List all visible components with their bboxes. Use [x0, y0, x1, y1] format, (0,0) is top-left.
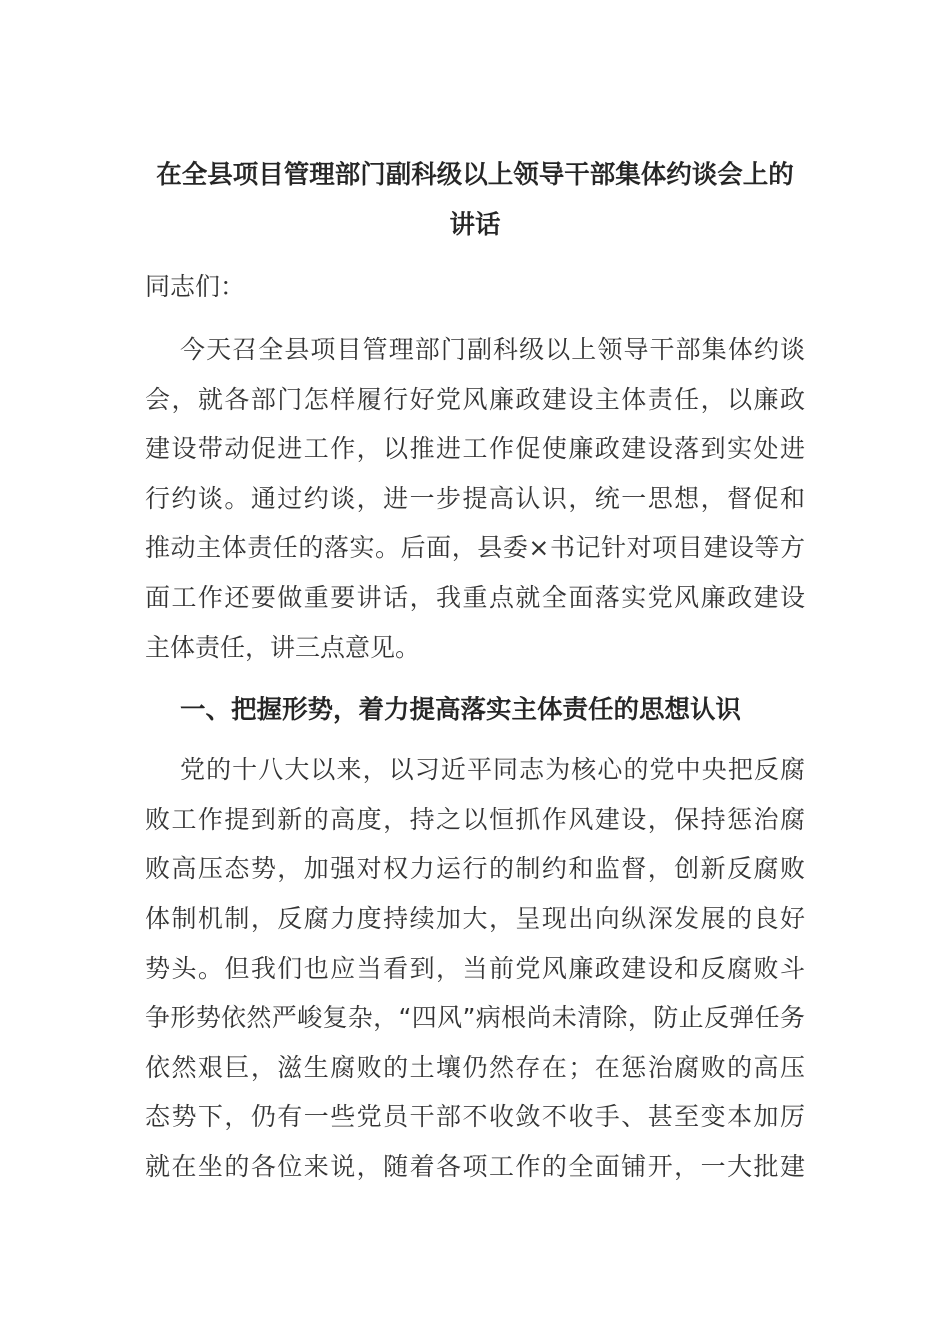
paragraph-line: 依然艰巨，滋生腐败的土壤仍然存在；在惩治腐败的高压 — [145, 1052, 805, 1082]
paragraph-line: 行约谈。通过约谈，进一步提高认识，统一思想，督促和 — [145, 483, 805, 513]
document-page — [145, 150, 805, 1192]
title-line: 讲话 — [449, 210, 501, 240]
paragraph-line: 势头。但我们也应当看到，当前党风廉政建设和反腐败斗 — [145, 953, 805, 983]
paragraph-line: 就在坐的各位来说，随着各项工作的全面铺开，一大批建 — [145, 1151, 805, 1181]
title-line: 在全县项目管理部门副科级以上领导干部集体约谈会上的 — [156, 160, 794, 190]
document-title — [145, 150, 805, 250]
paragraph — [145, 325, 805, 672]
paragraph-line: 争形势依然严峻复杂，“四风”病根尚未清除，防止反弹任务 — [145, 1003, 805, 1033]
paragraph-line: 体制机制，反腐力度持续加大，呈现出向纵深发展的良好 — [145, 903, 805, 933]
paragraph-line: 面工作还要做重要讲话，我重点就全面落实党风廉政建设 — [145, 582, 805, 612]
paragraph-line: 会，就各部门怎样履行好党风廉政建设主体责任，以廉政 — [145, 384, 805, 414]
paragraph-line: 建设带动促进工作，以推进工作促使廉政建设落到实处进 — [145, 434, 805, 464]
paragraph-line: 败工作提到新的高度，持之以恒抓作风建设，保持惩治腐 — [145, 804, 805, 834]
salutation: 同志们： — [145, 272, 246, 301]
paragraph-line: 推动主体责任的落实。后面，县委×书记针对项目建设等方 — [145, 533, 805, 563]
paragraph — [145, 745, 805, 1191]
paragraph-line: 态势下，仍有一些党员干部不收敛不收手、甚至变本加厉 — [145, 1102, 805, 1132]
paragraph-line: 党的十八大以来，以习近平同志为核心的党中央把反腐 — [180, 755, 805, 785]
paragraph-line: 主体责任，讲三点意见。 — [145, 632, 421, 662]
section-heading: 一、把握形势，着力提高落实主体责任的思想认识 — [180, 695, 742, 726]
paragraph-line: 败高压态势，加强对权力运行的制约和监督，创新反腐败 — [145, 854, 805, 884]
paragraph-line: 今天召全县项目管理部门副科级以上领导干部集体约谈 — [180, 335, 805, 364]
